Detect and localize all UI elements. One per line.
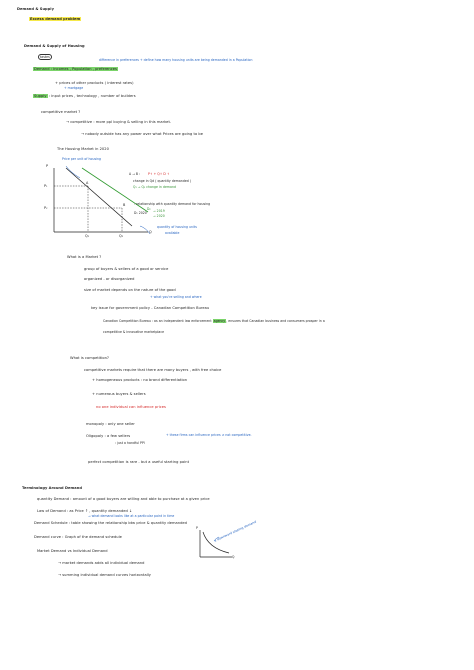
price-per-unit-note: Price per unit of housing <box>62 157 102 161</box>
terminology-title: Terminology Around Demand <box>22 486 82 490</box>
quantity-demand-definition: quantity Demand : amount of a good buyers are willing and able to purchase at a given price <box>37 497 210 501</box>
mortgage-note: + mortgage <box>64 86 84 90</box>
demand-other-prices: + prices of other products ( interest rates) <box>55 81 134 85</box>
market-vs-individual: Market Demand vs Individual Demand <box>37 549 108 553</box>
competitive-point-2: → nobody outside has any power over what Prices are going to be <box>81 132 203 136</box>
demand-schedule-definition: Demand Schedule : table showing the relationship btw price & quantity demanded <box>34 521 188 525</box>
p2-label: P₂ <box>44 206 48 210</box>
law-of-demand-note: → what demand looks like at a particular point in time <box>88 514 175 518</box>
oligopoly-example: : just a handful PPl <box>115 441 145 445</box>
preferences-note: difference in preferences + define how many housing units are being demanded in a Population <box>99 58 253 62</box>
quantity-note-2: available <box>165 231 180 235</box>
competitive-point-1: → competitive : more ppl buying & selling in this market. <box>66 120 172 124</box>
perfect-competition-note: perfect competition is rare - but a useful starting point <box>88 460 190 464</box>
axis-q-label: Q <box>149 230 152 234</box>
d2-label: D₂ <box>147 207 151 211</box>
q2-label: Q₂ <box>119 234 124 238</box>
section-title-housing: Demand & Supply of Housing <box>24 44 85 48</box>
point-a-label: A <box>86 181 89 185</box>
horizontal-summing-note: → summing individual demand curves horizontally <box>58 573 151 577</box>
q1-label: Q₁ <box>85 234 90 238</box>
year-2019-note: → 2019 <box>153 209 165 213</box>
p1-label: P₁ <box>44 184 48 188</box>
market-definition: group of buyers & sellers of a good or service <box>84 267 169 271</box>
point-b-label: B <box>123 203 126 207</box>
tastes-circled-note: tastes <box>40 55 50 59</box>
competition-question: What is competition? <box>70 356 109 360</box>
market-demand-sum: → market demands adds all individual demand <box>58 561 145 565</box>
influence-prices-note: no one individual can influence prices <box>96 405 166 409</box>
market-size-blue-note: + what you're selling and where <box>150 295 202 299</box>
year-2020-note: → 2020 <box>153 214 165 218</box>
organized-note: organized - or disorganized <box>84 277 135 281</box>
demand-curve-definition: Demand curve : Graph of the demand schedule <box>34 535 122 539</box>
oligopoly-note: Oligopoly : a few sellers <box>86 434 131 438</box>
axis-p-label: P <box>46 164 49 168</box>
market-question: What is a Market ? <box>67 255 102 259</box>
change-in-demand-note: Q₁ → Q₂ change in demand <box>133 185 176 189</box>
a-to-b-red-note: P↑ + Q↑ D ↑ <box>148 172 170 176</box>
supply-label: Supply <box>34 94 47 98</box>
law-of-demand: Law of Demand : as Price ↑ , quantity demanded ↓ <box>37 509 133 513</box>
agency-highlight: agency <box>213 319 226 323</box>
key-issue-note: key issue for government policy - Canadian Competition Bureau <box>91 306 210 310</box>
d1-label: D₁ 2020 <box>134 211 147 215</box>
change-in-qd-note: change in Qd ( quantity demanded ) <box>133 179 192 183</box>
homogeneous-note: + homogeneous products : no brand differentiation <box>92 378 188 382</box>
topic-highlight: Excess demand problem <box>30 17 81 21</box>
graph-title: The Housing Market in 2020 <box>57 147 109 151</box>
market-size-note: size of market depends on the nature of the good <box>84 288 176 292</box>
relationship-note: : relationship with quantity demand for housing <box>134 202 211 206</box>
bureau-description-2: competitive & innovative marketplace <box>103 330 165 334</box>
supply-factors-text: : input prices , technology , number of builders <box>48 94 136 98</box>
sketch-p-label: P <box>196 526 198 530</box>
bureau-description: Canadian Competition Bureau : as an independent law enforcement agency, ensures that Canadian business and consumers prosper in a <box>103 319 325 323</box>
demand-factors-text: Demand : incomes , Population , preferences <box>34 67 117 71</box>
a-to-b-label: A → B : <box>129 172 141 176</box>
competitive-markets-note: competitive markets require that there are many buyers , with free choice <box>84 368 222 372</box>
page-header-title: Demand & Supply <box>17 7 54 11</box>
numerous-note: + numerous buyers & sellers <box>92 392 146 396</box>
oligopoly-blue-note: + these firms can influence prices ≠ not competitive. <box>166 433 252 437</box>
monopoly-note: monopoly : only one seller <box>86 422 135 426</box>
sketch-q-label: Q <box>232 555 235 559</box>
downward-sloping-note: a downward sloping demand <box>213 519 257 543</box>
quantity-note: quantity of housing units <box>157 225 197 229</box>
competitive-market-question: competitive market ? <box>41 110 81 114</box>
